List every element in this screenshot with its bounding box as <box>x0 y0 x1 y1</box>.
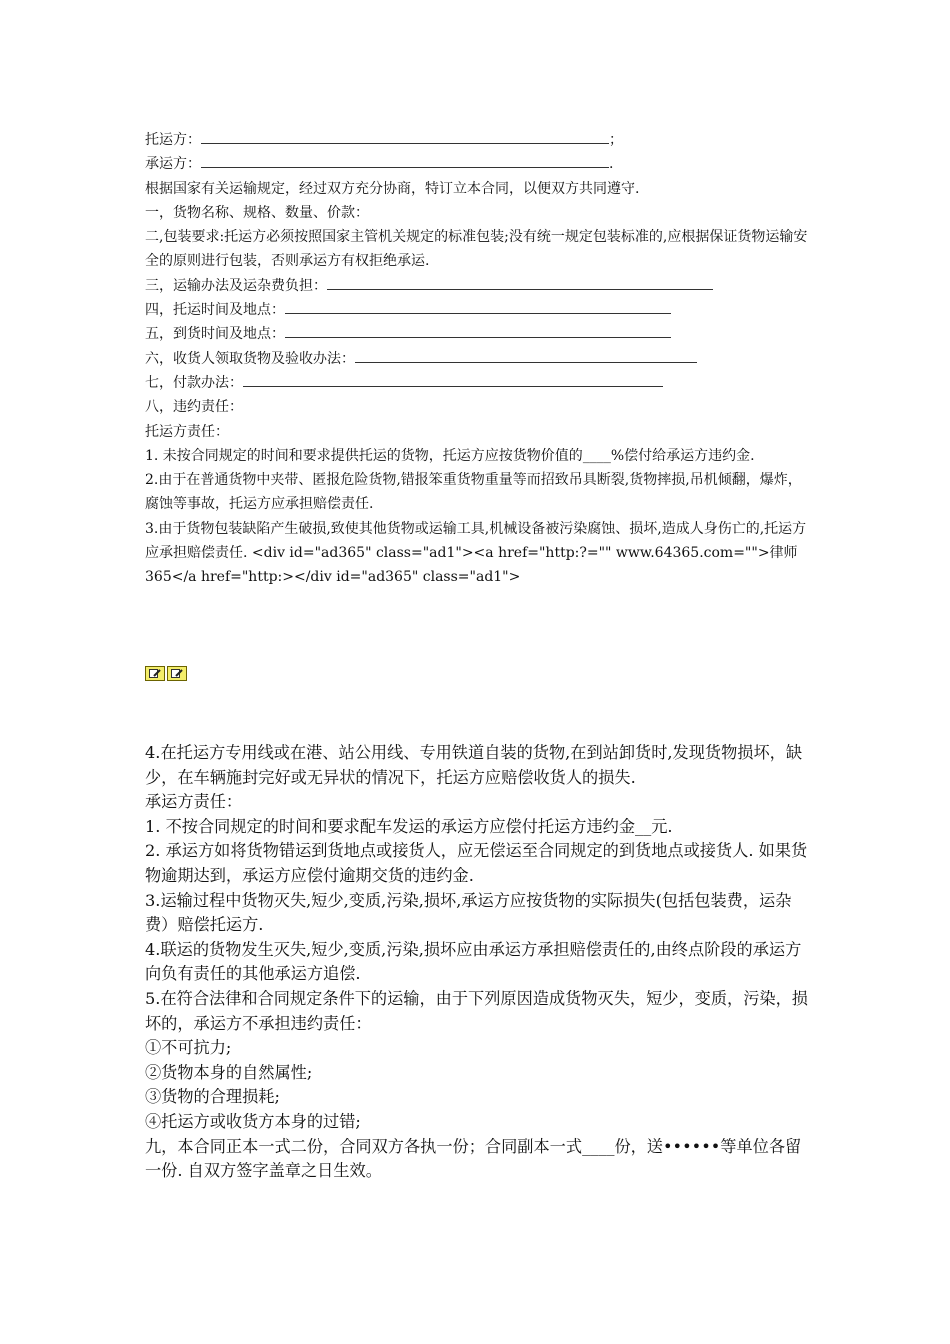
clause-6-blank[interactable] <box>355 352 697 363</box>
shipper-liability-item-3: 3.由于货物包装缺陷产生破损,致使其他货物或运输工具,机械设备被污染腐蚀、损坏,造成人身伤亡的,托运方应承担赔偿责任. <div id="ad365" class="ad1"><a href="http:?="" www.64365.com="">律师365</a href="http:></div id="ad365" class="ad1"> <box>145 520 807 586</box>
icon-row <box>145 666 187 681</box>
clause-4-blank[interactable] <box>285 303 671 314</box>
contract-part-one <box>145 128 810 590</box>
carrier-line: 承运方： . <box>145 156 614 173</box>
intro-text: 根据国家有关运输规定，经过双方充分协商，特订立本合同，以便双方共同遵守. <box>145 180 640 197</box>
reason-item: ①不可抗力; <box>145 1038 232 1058</box>
shipper-liability-item-4: 4.在托运方专用线或在港、站公用线、专用铁道自装的货物,在到站卸货时,发现货物损坏，缺少，在车辆施封完好或无异状的情况下，托运方应赔偿收货人的损失. <box>145 743 803 787</box>
carrier-liability-item-1: 1. 不按合同规定的时间和要求配车发运的承运方应偿付托运方违约金__元. <box>145 816 673 836</box>
reason-item: ④托运方或收货方本身的过错; <box>145 1111 361 1131</box>
carrier-blank[interactable] <box>201 157 609 168</box>
contract-part-two <box>145 741 810 1184</box>
clause-5-blank[interactable] <box>285 327 671 338</box>
carrier-liability-title: 承运方责任： <box>145 792 243 812</box>
carrier-liability-item-5: 5.在符合法律和合同规定条件下的运输，由于下列原因造成货物灭失，短少，变质，污染，损坏的，承运方不承担违约责任： <box>145 988 808 1033</box>
reason-item: ②货物本身的自然属性; <box>145 1062 313 1082</box>
clause-3: 三，运输办法及运杂费负担： <box>145 274 810 298</box>
clause-4: 四，托运时间及地点： <box>145 298 810 322</box>
shipper-line: 托运方： ； <box>145 132 623 148</box>
shipper-liability-item-1: 1. 未按合同规定的时间和要求提供托运的货物，托运方应按货物价值的____%偿付给承运方违约金. <box>145 447 755 464</box>
clause-9: 九，本合同正本一式二份，合同双方各执一份；合同副本一式____份，送••••••等单位各留一份. 自双方签字盖章之日生效。 <box>145 1136 802 1181</box>
clause-8: 八，违约责任： <box>145 399 243 416</box>
carrier-liability-item-3: 3.运输过程中货物灭失,短少,变质,污染,损坏,承运方应按货物的实际损失(包括包装费，运杂费）赔偿托运方. <box>145 890 792 935</box>
shipper-liability-item-2: 2.由于在普通货物中夹带、匿报危险货物,错报笨重货物重量等而招致吊具断裂,货物摔损,吊机倾翻，爆炸，腐蚀等事故，托运方应承担赔偿责任. <box>145 472 802 513</box>
clause-6: 六，收货人领取货物及验收办法： <box>145 347 810 371</box>
page-edit-icon[interactable] <box>145 666 165 681</box>
reason-item: ③货物的合理损耗; <box>145 1087 280 1107</box>
clause-5: 五，到货时间及地点： <box>145 322 810 346</box>
clause-7: 七，付款办法： <box>145 371 810 395</box>
shipper-liability-title: 托运方责任： <box>145 423 229 440</box>
carrier-liability-item-2: 2. 承运方如将货物错运到货地点或接货人，应无偿运至合同规定的到货地点或接货人. 如果货物逾期达到，承运方应偿付逾期交货的违约金. <box>145 841 808 885</box>
shipper-blank[interactable] <box>201 133 609 144</box>
clause-7-blank[interactable] <box>243 376 663 387</box>
clause-1: 一，货物名称、规格、数量、价款： <box>145 204 369 221</box>
clause-2: 二,包装要求:托运方必须按照国家主管机关规定的标准包装;没有统一规定包装标准的,应根据保证货物运输安全的原则进行包装，否则承运方有权拒绝承运. <box>145 229 808 270</box>
carrier-liability-item-4: 4.联运的货物发生灭失,短少,变质,污染,损坏应由承运方承担赔偿责任的,由终点阶段的承运方向负有责任的其他承运方追偿. <box>145 939 802 984</box>
clause-3-blank[interactable] <box>327 279 713 290</box>
page-edit-icon[interactable] <box>167 666 187 681</box>
